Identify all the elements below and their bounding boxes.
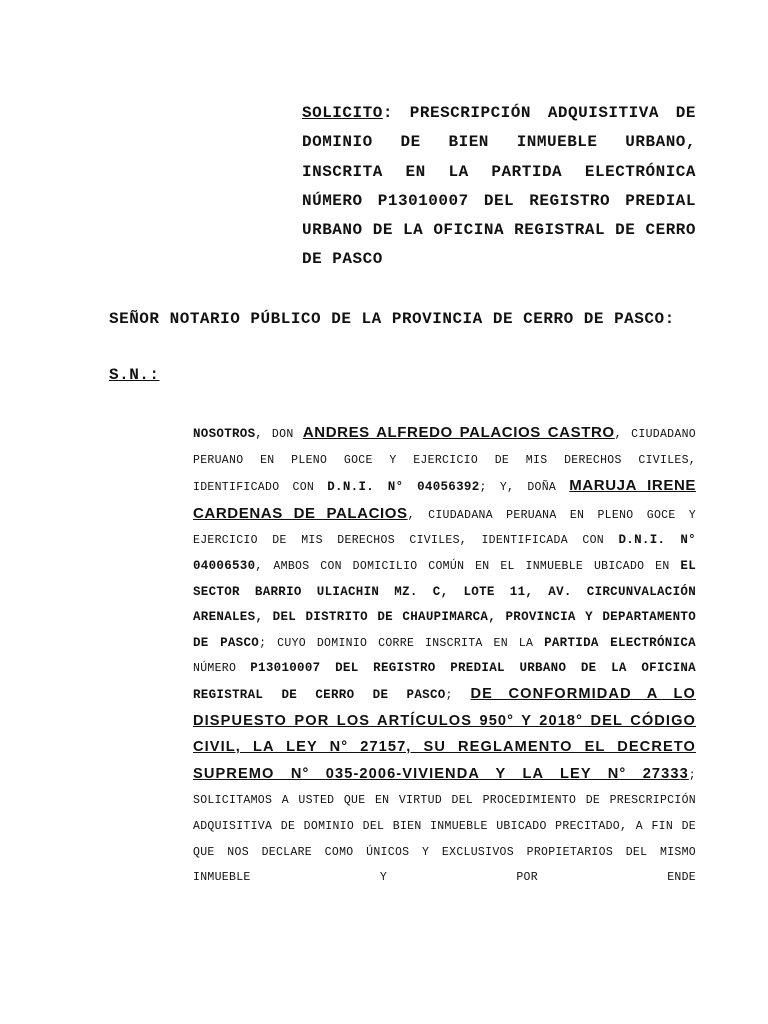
partida-label: PARTIDA ELECTRÓNICA bbox=[544, 635, 696, 650]
subject-text: : PRESCRIPCIÓN ADQUISITIVA DE DOMINIO DE BIEN INMUEBLE URBANO, INSCRITA EN LA PARTIDA ELECTRÓNICA NÚMERO P13010007 DEL REGISTRO PREDIAL URBANO DE LA OFICINA REGISTRAL DE CERRO DE PASCO bbox=[302, 104, 696, 269]
dni-2: D.N.I. N° 04006530 bbox=[193, 533, 696, 573]
body-text-segment: NÚMERO bbox=[193, 662, 251, 676]
body-text-segment: , DON bbox=[255, 428, 303, 441]
subject-label: SOLICITO bbox=[302, 104, 383, 122]
body-text-segment: ; Y, DOÑA bbox=[479, 481, 570, 495]
applicant-name-2: MARUJA IRENE CARDENAS DE PALACIOS bbox=[193, 477, 697, 522]
applicant-name-1: ANDRES ALFREDO PALACIOS CASTRO bbox=[302, 424, 615, 441]
body-paragraph bbox=[193, 420, 696, 891]
body-text-segment: , AMBOS CON DOMICILIO COMÚN EN EL INMUEBLE UBICADO EN bbox=[255, 559, 681, 573]
legal-basis: DE CONFORMIDAD A LO DISPUESTO POR LOS ARTÍCULOS 950° Y 2018° DEL CÓDIGO CIVIL, LA LEY N° 27157, SU REGLAMENTO EL DECRETO SUPREMO N° 035-2006-VIVIENDA Y LA LEY N° 27333 bbox=[193, 685, 696, 782]
body-text-segment: ; CUYO DOMINIO CORRE INSCRITA EN LA bbox=[259, 636, 545, 650]
body-text-segment: ; SOLICITAMOS A USTED QUE EN VIRTUD DEL PROCEDIMIENTO DE PRESCRIPCIÓN ADQUISITIVA DE DOMINIO DEL BIEN INMUEBLE UBICADO PRECITADO, A FIN DE QUE NOS DECLARE COMO ÚNICOS Y EXCLUSIVOS PROPIETARIOS DEL MISMO INMUEBLE Y POR ENDE bbox=[193, 768, 696, 885]
addressee-sn: S.N.: bbox=[109, 366, 160, 384]
body-nosotros: NOSOTROS bbox=[193, 427, 256, 441]
body-text-segment: , CIUDADANA PERUANA EN PLENO GOCE Y EJERCICIO DE MIS DERECHOS CIVILES, IDENTIFICADA CON bbox=[193, 508, 696, 548]
subject-block bbox=[302, 99, 696, 275]
partida-number: P13010007 DEL REGISTRO PREDIAL URBANO DE LA OFICINA REGISTRAL DE CERRO DE PASCO bbox=[193, 661, 696, 702]
body-text-segment: ; bbox=[445, 688, 471, 702]
body-text-segment: , CIUDADANO PERUANO EN PLENO GOCE Y EJERCICIO DE MIS DERECHOS CIVILES, IDENTIFICADO CON bbox=[193, 428, 696, 495]
addressee-line: SEÑOR NOTARIO PÚBLICO DE LA PROVINCIA DE CERRO DE PASCO: bbox=[109, 310, 675, 328]
property-address: EL SECTOR BARRIO ULIACHIN MZ. C, LOTE 11, AV. CIRCUNVALACIÓN ARENALES, DEL DISTRITO DE CHAUPIMARCA, PROVINCIA Y DEPARTAMENTO DE PASCO bbox=[193, 558, 696, 650]
dni-1: D.N.I. N° 04056392 bbox=[327, 480, 480, 495]
